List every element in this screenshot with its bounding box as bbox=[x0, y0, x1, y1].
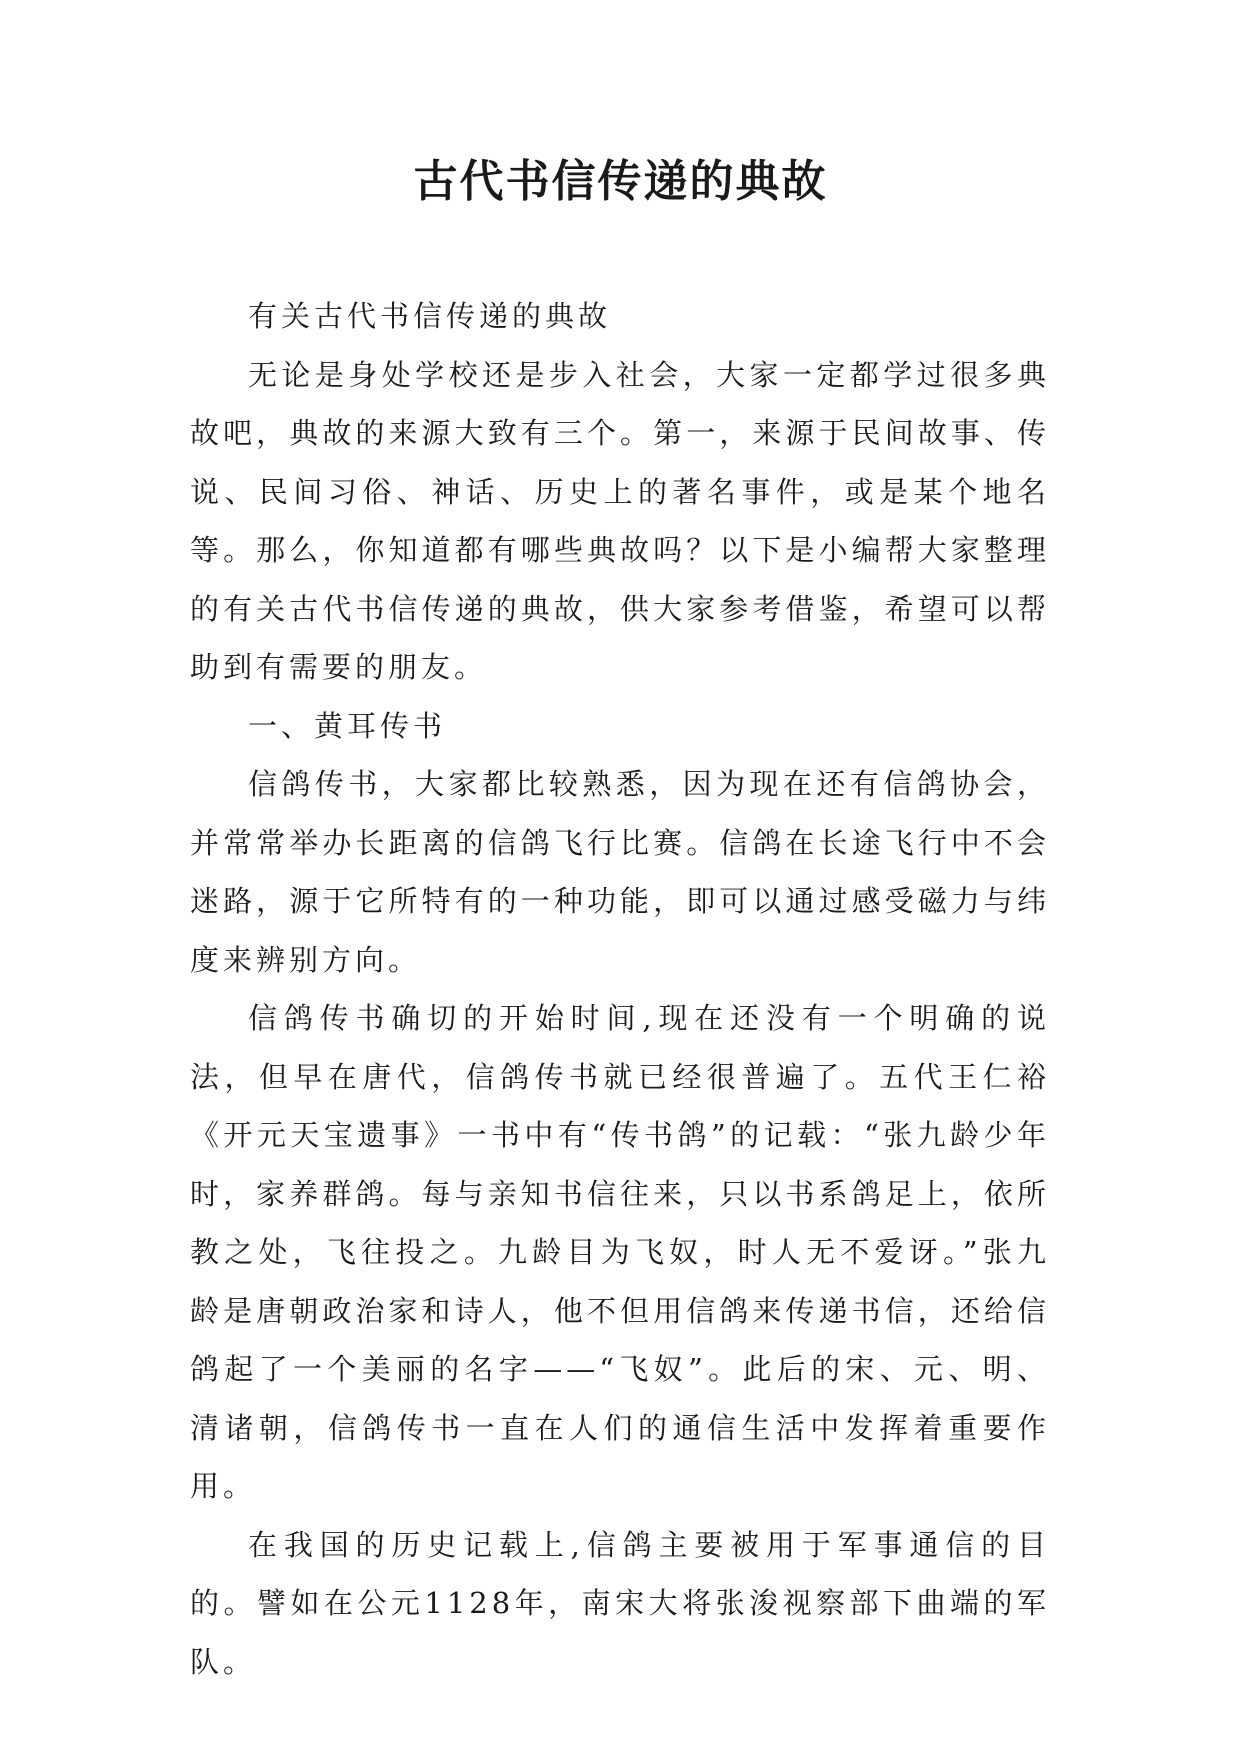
paragraph-subtitle: 有关古代书信传递的典故 bbox=[248, 299, 612, 333]
paragraph-intro: 无论是身处学校还是步入社会，大家一定都学过很多典故吧，典故的来源大致有三个。第一，来源于民间故事、传说、民间习俗、神话、历史上的著名事件，或是某个地名等。那么，你知道都有哪些典故吗？以下是小编帮大家整理的有关古代书信传递的典故，供大家参考借鉴，希望可以帮助到有需要的朋友。 bbox=[190, 357, 1050, 684]
paragraph: 信鸽传书，大家都比较熟悉，因为现在还有信鸽协会，并常常举办长距离的信鸽飞行比赛。信鸽在长途飞行中不会迷路，源于它所特有的一种功能，即可以通过感受磁力与纬度来辨别方向。 bbox=[190, 767, 1050, 977]
document-title: 古代书信传递的典故 bbox=[413, 156, 828, 207]
paragraph: 信鸽传书确切的开始时间,现在还没有一个明确的说法，但早在唐代，信鸽传书就已经很普遍了。五代王仁裕《开元天宝遗事》一书中有“传书鸽”的记载：“张九龄少年时，家养群鸽。每与亲知书信往来，只以书系鸽足上，依所教之处，飞往投之。九龄目为飞奴，时人无不爱讶。”张九龄是唐朝政治家和诗人，他不但用信鸽来传递书信，还给信鸽起了一个美丽的名字——“飞奴”。此后的宋、元、明、清诸朝，信鸽传书一直在人们的通信生活中发挥着重要作用。 bbox=[190, 1001, 1050, 1503]
section-heading: 一、黄耳传书 bbox=[248, 708, 447, 743]
document-body bbox=[190, 287, 1050, 1691]
paragraph: 在我国的历史记载上,信鸽主要被用于军事通信的目的。譬如在公元1128年，南宋大将张浚视察部下曲端的军队。 bbox=[190, 1527, 1050, 1679]
